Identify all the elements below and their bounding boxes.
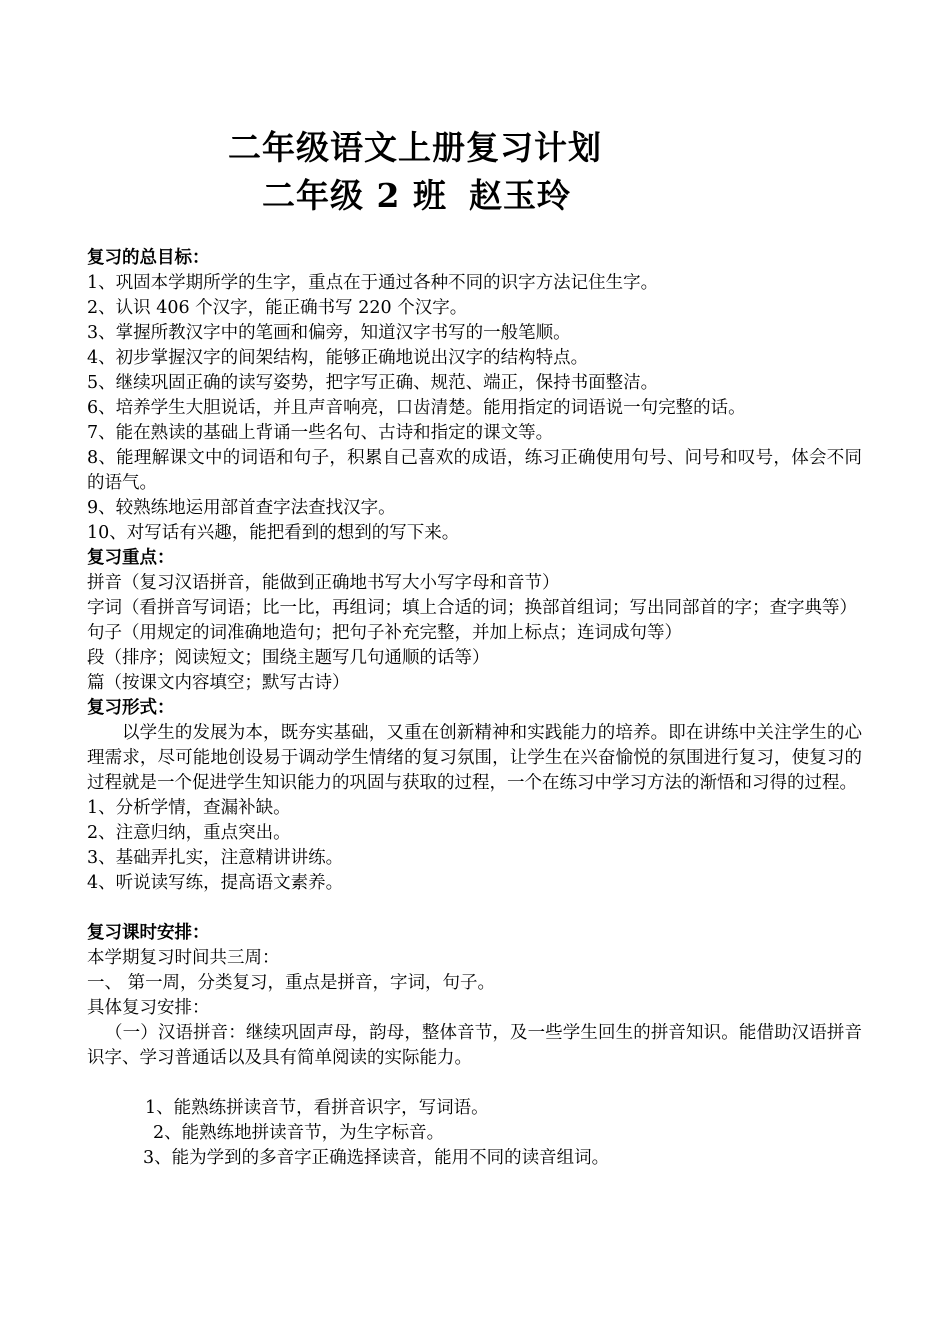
pinyin-item: 2、能熟练地拼读音节，为生字标音。 <box>153 1123 445 1143</box>
goal-item: 9、较熟练地运用部首查字法查找汉字。 <box>87 498 396 518</box>
focus-heading: 复习重点： <box>87 548 175 568</box>
goal-item: 10、对写话有兴趣，能把看到的想到的写下来。 <box>87 523 460 543</box>
form-item: 1、分析学情，查漏补缺。 <box>87 798 291 818</box>
focus-item: 拼音（复习汉语拼音，能做到正确地书写大小写字母和音节） <box>87 573 560 593</box>
pinyin-item: 3、能为学到的多音字正确选择读音，能用不同的读音组词。 <box>143 1148 610 1168</box>
goal-item: 1、巩固本学期所学的生字，重点在于通过各种不同的识字方法记住生字。 <box>87 273 659 293</box>
document-body <box>87 246 862 1171</box>
document-title: 二年级语文上册复习计划 <box>228 128 602 167</box>
goal-item: 6、培养学生大胆说话，并且声音响亮，口齿清楚。能用指定的词语说一句完整的话。 <box>87 398 746 418</box>
schedule-heading: 复习课时安排： <box>87 923 210 943</box>
focus-item: 篇（按课文内容填空；默写古诗） <box>87 673 350 693</box>
focus-item: 字词（看拼音写词语；比一比，再组词；填上合适的词；换部首组词；写出同部首的字；查字典等） <box>87 598 857 618</box>
form-item: 4、听说读写练，提高语文素养。 <box>87 873 344 893</box>
pinyin-paragraph: （一）汉语拼音：继续巩固声母，韵母，整体音节，及一些学生回生的拼音知识。能借助汉语拼音识字、学习普通话以及具有简单阅读的实际能力。 <box>87 1023 862 1068</box>
goal-item: 7、能在熟读的基础上背诵一些名句、古诗和指定的课文等。 <box>87 423 554 443</box>
goals-heading: 复习的总目标： <box>87 248 210 268</box>
focus-item: 段（排序；阅读短文；围绕主题写几句通顺的话等） <box>87 648 490 668</box>
form-heading: 复习形式： <box>87 698 175 718</box>
goal-item: 3、掌握所教汉字中的笔画和偏旁，知道汉字书写的一般笔顺。 <box>87 323 571 343</box>
document-subtitle <box>0 176 950 216</box>
goal-item: 2、认识 406 个汉字，能正确书写 220 个汉字。 <box>87 298 468 318</box>
pinyin-item: 1、能熟练拼读音节，看拼音识字，写词语。 <box>145 1098 489 1118</box>
class-name: 二年级 2 班 <box>262 176 447 215</box>
focus-item: 句子（用规定的词准确地造句；把句子补充完整，并加上标点；连词成句等） <box>87 623 682 643</box>
goal-item: 5、继续巩固正确的读写姿势，把字写正确、规范、端正，保持书面整洁。 <box>87 373 659 393</box>
schedule-total: 本学期复习时间共三周： <box>87 948 280 968</box>
goal-item: 4、初步掌握汉字的间架结构，能够正确地说出汉字的结构特点。 <box>87 348 589 368</box>
teacher-name: 赵玉玲 <box>468 176 571 215</box>
form-paragraph: 以学生的发展为本，既夯实基础，又重在创新精神和实践能力的培养。即在讲练中关注学生的心理需求，尽可能地创设易于调动学生情绪的复习氛围，让学生在兴奋愉悦的氛围进行复习，使复习的过程就是一个促进学生知识能力的巩固与获取的过程，一个在练习中学习方法的渐悟和习得的过程。 <box>87 723 862 793</box>
schedule-detail-label: 具体复习安排： <box>87 998 210 1018</box>
spacer <box>87 1071 862 1096</box>
form-item: 2、注意归纳，重点突出。 <box>87 823 291 843</box>
goal-item: 8、能理解课文中的词语和句子，积累自己喜欢的成语，练习正确使用句号、问号和叹号，体会不同的语气。 <box>87 448 862 493</box>
spacer <box>87 896 862 921</box>
schedule-week1: 一、 第一周，分类复习，重点是拼音，字词，句子。 <box>87 973 496 993</box>
form-item: 3、基础弄扎实，注意精讲讲练。 <box>87 848 344 868</box>
